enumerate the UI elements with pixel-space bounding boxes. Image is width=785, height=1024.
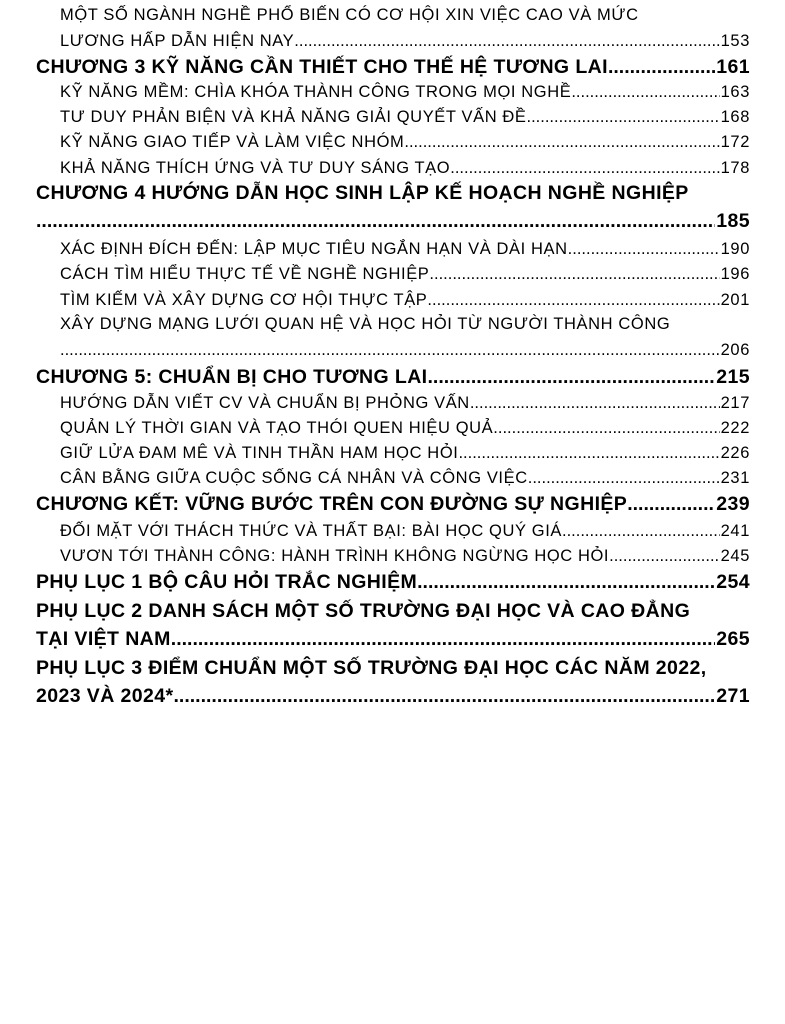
toc-entry-line [60, 415, 750, 441]
toc-page-number: 226 [720, 444, 750, 462]
toc-entry-title: HƯỚNG DẪN VIẾT CV VÀ CHUẨN BỊ PHỎNG VẤN [60, 394, 470, 412]
leader-dots [60, 337, 720, 363]
toc-page-number: 271 [716, 685, 750, 707]
leader-dots [427, 287, 719, 313]
toc-entry[interactable] [60, 415, 750, 441]
toc-entry-title: XÂY DỰNG MẠNG LƯỚI QUAN HỆ VÀ HỌC HỎI TỪ NGƯỜI THÀNH CÔNG [60, 315, 671, 333]
toc-page-number: 168 [720, 108, 750, 126]
toc-entry-line [60, 28, 750, 54]
toc-entry-line [36, 682, 750, 710]
toc-entry-line [60, 129, 750, 155]
leader-dots [527, 104, 720, 130]
leader-dots [528, 465, 720, 491]
leader-dots [173, 682, 715, 710]
leader-dots [470, 390, 720, 416]
toc-entry[interactable] [60, 236, 750, 262]
toc-entry-line [60, 2, 750, 28]
toc-entry[interactable] [60, 129, 750, 155]
toc-page-number: 201 [720, 291, 750, 309]
leader-dots [493, 415, 719, 441]
toc-entry[interactable] [60, 465, 750, 491]
toc-entry-title: KỸ NĂNG GIAO TIẾP VÀ LÀM VIỆC NHÓM [60, 133, 405, 151]
toc-entry-title: CHƯƠNG 3 KỸ NĂNG CẦN THIẾT CHO THẾ HỆ TƯƠNG LAI [36, 56, 608, 78]
toc-entry-line [60, 518, 750, 544]
toc-entry-line [36, 654, 750, 682]
toc-page-number: 196 [720, 265, 750, 283]
toc-entry-line [36, 490, 750, 518]
leader-dots [571, 79, 719, 105]
toc-entry[interactable] [60, 261, 750, 287]
toc-entry[interactable] [36, 179, 750, 235]
toc-page-number: 185 [716, 210, 750, 232]
leader-dots [608, 53, 715, 81]
toc-entry-title: TƯ DUY PHẢN BIỆN VÀ KHẢ NĂNG GIẢI QUYẾT VẤN ĐỀ [60, 108, 527, 126]
toc-entry-title: PHỤ LỤC 2 DANH SÁCH MỘT SỐ TRƯỜNG ĐẠI HỌC VÀ CAO ĐẲNG [36, 600, 691, 622]
toc-entry-title: QUẢN LÝ THỜI GIAN VÀ TẠO THÓI QUEN HIỆU QUẢ [60, 419, 494, 437]
toc-page-number: 241 [720, 522, 750, 540]
toc-page-number: 190 [720, 240, 750, 258]
toc-page-number: 172 [720, 133, 750, 151]
toc-entry-line [60, 261, 750, 287]
toc-entry[interactable] [60, 79, 750, 105]
leader-dots [417, 568, 715, 596]
toc-entry-title: CHƯƠNG 5: CHUẨN BỊ CHO TƯƠNG LAI [36, 366, 428, 388]
toc-entry-line [36, 568, 750, 596]
toc-entry-title: PHỤ LỤC 3 ĐIỂM CHUẨN MỘT SỐ TRƯỜNG ĐẠI HỌC CÁC NĂM 2022, [36, 657, 707, 679]
toc-entry-line [60, 440, 750, 466]
toc-entry[interactable] [60, 104, 750, 130]
toc-entry-title: XÁC ĐỊNH ĐÍCH ĐẾN: LẬP MỤC TIÊU NGẮN HẠN VÀ DÀI HẠN [60, 240, 568, 258]
leader-dots [36, 207, 715, 235]
toc-entry-title: CHƯƠNG KẾT: VỮNG BƯỚC TRÊN CON ĐƯỜNG SỰ NGHIỆP [36, 493, 628, 515]
toc-page-number: 163 [720, 83, 750, 101]
leader-dots [404, 129, 719, 155]
toc-entry-line [60, 236, 750, 262]
toc-entry-line [60, 543, 750, 569]
toc-entry-line [36, 625, 750, 653]
leader-dots [429, 261, 719, 287]
toc-entry-line [36, 597, 750, 625]
toc-page-number: 231 [720, 469, 750, 487]
toc-page-number: 265 [716, 628, 750, 650]
toc-entry-title: TẠI VIỆT NAM [36, 628, 171, 650]
toc-entry[interactable] [60, 543, 750, 569]
toc-entry[interactable] [60, 311, 750, 363]
leader-dots [562, 518, 720, 544]
leader-dots [627, 490, 715, 518]
toc-entry-title: GIỮ LỬA ĐAM MÊ VÀ TINH THẦN HAM HỌC HỎI [60, 444, 459, 462]
toc-entry[interactable] [36, 568, 750, 596]
toc-entry-title: PHỤ LỤC 1 BỘ CÂU HỎI TRẮC NGHIỆM [36, 571, 418, 593]
toc-page-number: 239 [716, 493, 750, 515]
toc-entry-line [36, 53, 750, 81]
toc-page-number: 153 [720, 32, 750, 50]
toc-entry-line [36, 363, 750, 391]
toc-entry-line [60, 390, 750, 416]
toc-entry-line [36, 207, 750, 235]
leader-dots [171, 625, 715, 653]
toc-entry[interactable] [60, 2, 750, 54]
toc-entry-line [60, 337, 750, 363]
toc-entry-line [60, 311, 750, 337]
toc-entry[interactable] [60, 440, 750, 466]
toc-entry-title: MỘT SỐ NGÀNH NGHỀ PHỔ BIẾN CÓ CƠ HỘI XIN VIỆC CAO VÀ MỨC [60, 6, 639, 24]
toc-page-number: 222 [720, 419, 750, 437]
toc-entry-title: LƯƠNG HẤP DẪN HIỆN NAY [60, 32, 295, 50]
toc-entry-title: ĐỐI MẶT VỚI THÁCH THỨC VÀ THẤT BẠI: BÀI HỌC QUÝ GIÁ [60, 522, 562, 540]
toc-entry-title: CHƯƠNG 4 HƯỚNG DẪN HỌC SINH LẬP KẾ HOẠCH NGHỀ NGHIỆP [36, 182, 689, 204]
toc-entry[interactable] [36, 490, 750, 518]
toc-entry[interactable] [36, 654, 750, 710]
toc-page-number: 206 [720, 341, 750, 359]
toc-page-number: 245 [720, 547, 750, 565]
toc-entry-title: CÁCH TÌM HIỂU THỰC TẾ VỀ NGHỀ NGHIỆP [60, 265, 430, 283]
toc-page-number: 215 [716, 366, 750, 388]
toc-entry-title: CÂN BẰNG GIỮA CUỘC SỐNG CÁ NHÂN VÀ CÔNG VIỆC [60, 469, 528, 487]
leader-dots [609, 543, 720, 569]
toc-page-number: 217 [720, 394, 750, 412]
toc-entry[interactable] [36, 53, 750, 81]
leader-dots [458, 440, 719, 466]
toc-entry[interactable] [36, 363, 750, 391]
toc-entry-title: VƯƠN TỚI THÀNH CÔNG: HÀNH TRÌNH KHÔNG NGỪNG HỌC HỎI [60, 547, 610, 565]
toc-entry-title: 2023 VÀ 2024* [36, 685, 174, 707]
toc-entry-line [60, 287, 750, 313]
leader-dots [294, 28, 719, 54]
leader-dots [428, 363, 716, 391]
toc-entry-line [60, 465, 750, 491]
toc-page-number: 178 [720, 159, 750, 177]
leader-dots [450, 155, 719, 181]
toc-entry-line [60, 79, 750, 105]
toc-entry-line [60, 155, 750, 181]
toc-entry-title: TÌM KIẾM VÀ XÂY DỰNG CƠ HỘI THỰC TẬP [60, 291, 428, 309]
toc-entry-title: KỸ NĂNG MỀM: CHÌA KHÓA THÀNH CÔNG TRONG MỌI NGHỀ [60, 83, 572, 101]
toc-page-number: 161 [716, 56, 750, 78]
toc-entry[interactable] [60, 518, 750, 544]
toc-entry[interactable] [36, 597, 750, 653]
toc-entry[interactable] [60, 155, 750, 181]
leader-dots [568, 236, 720, 262]
toc-entry-title: KHẢ NĂNG THÍCH ỨNG VÀ TƯ DUY SÁNG TẠO [60, 159, 451, 177]
toc-page-number: 254 [716, 571, 750, 593]
toc-entry[interactable] [60, 287, 750, 313]
toc-entry-line [36, 179, 750, 207]
toc-entry-line [60, 104, 750, 130]
toc-entry[interactable] [60, 390, 750, 416]
